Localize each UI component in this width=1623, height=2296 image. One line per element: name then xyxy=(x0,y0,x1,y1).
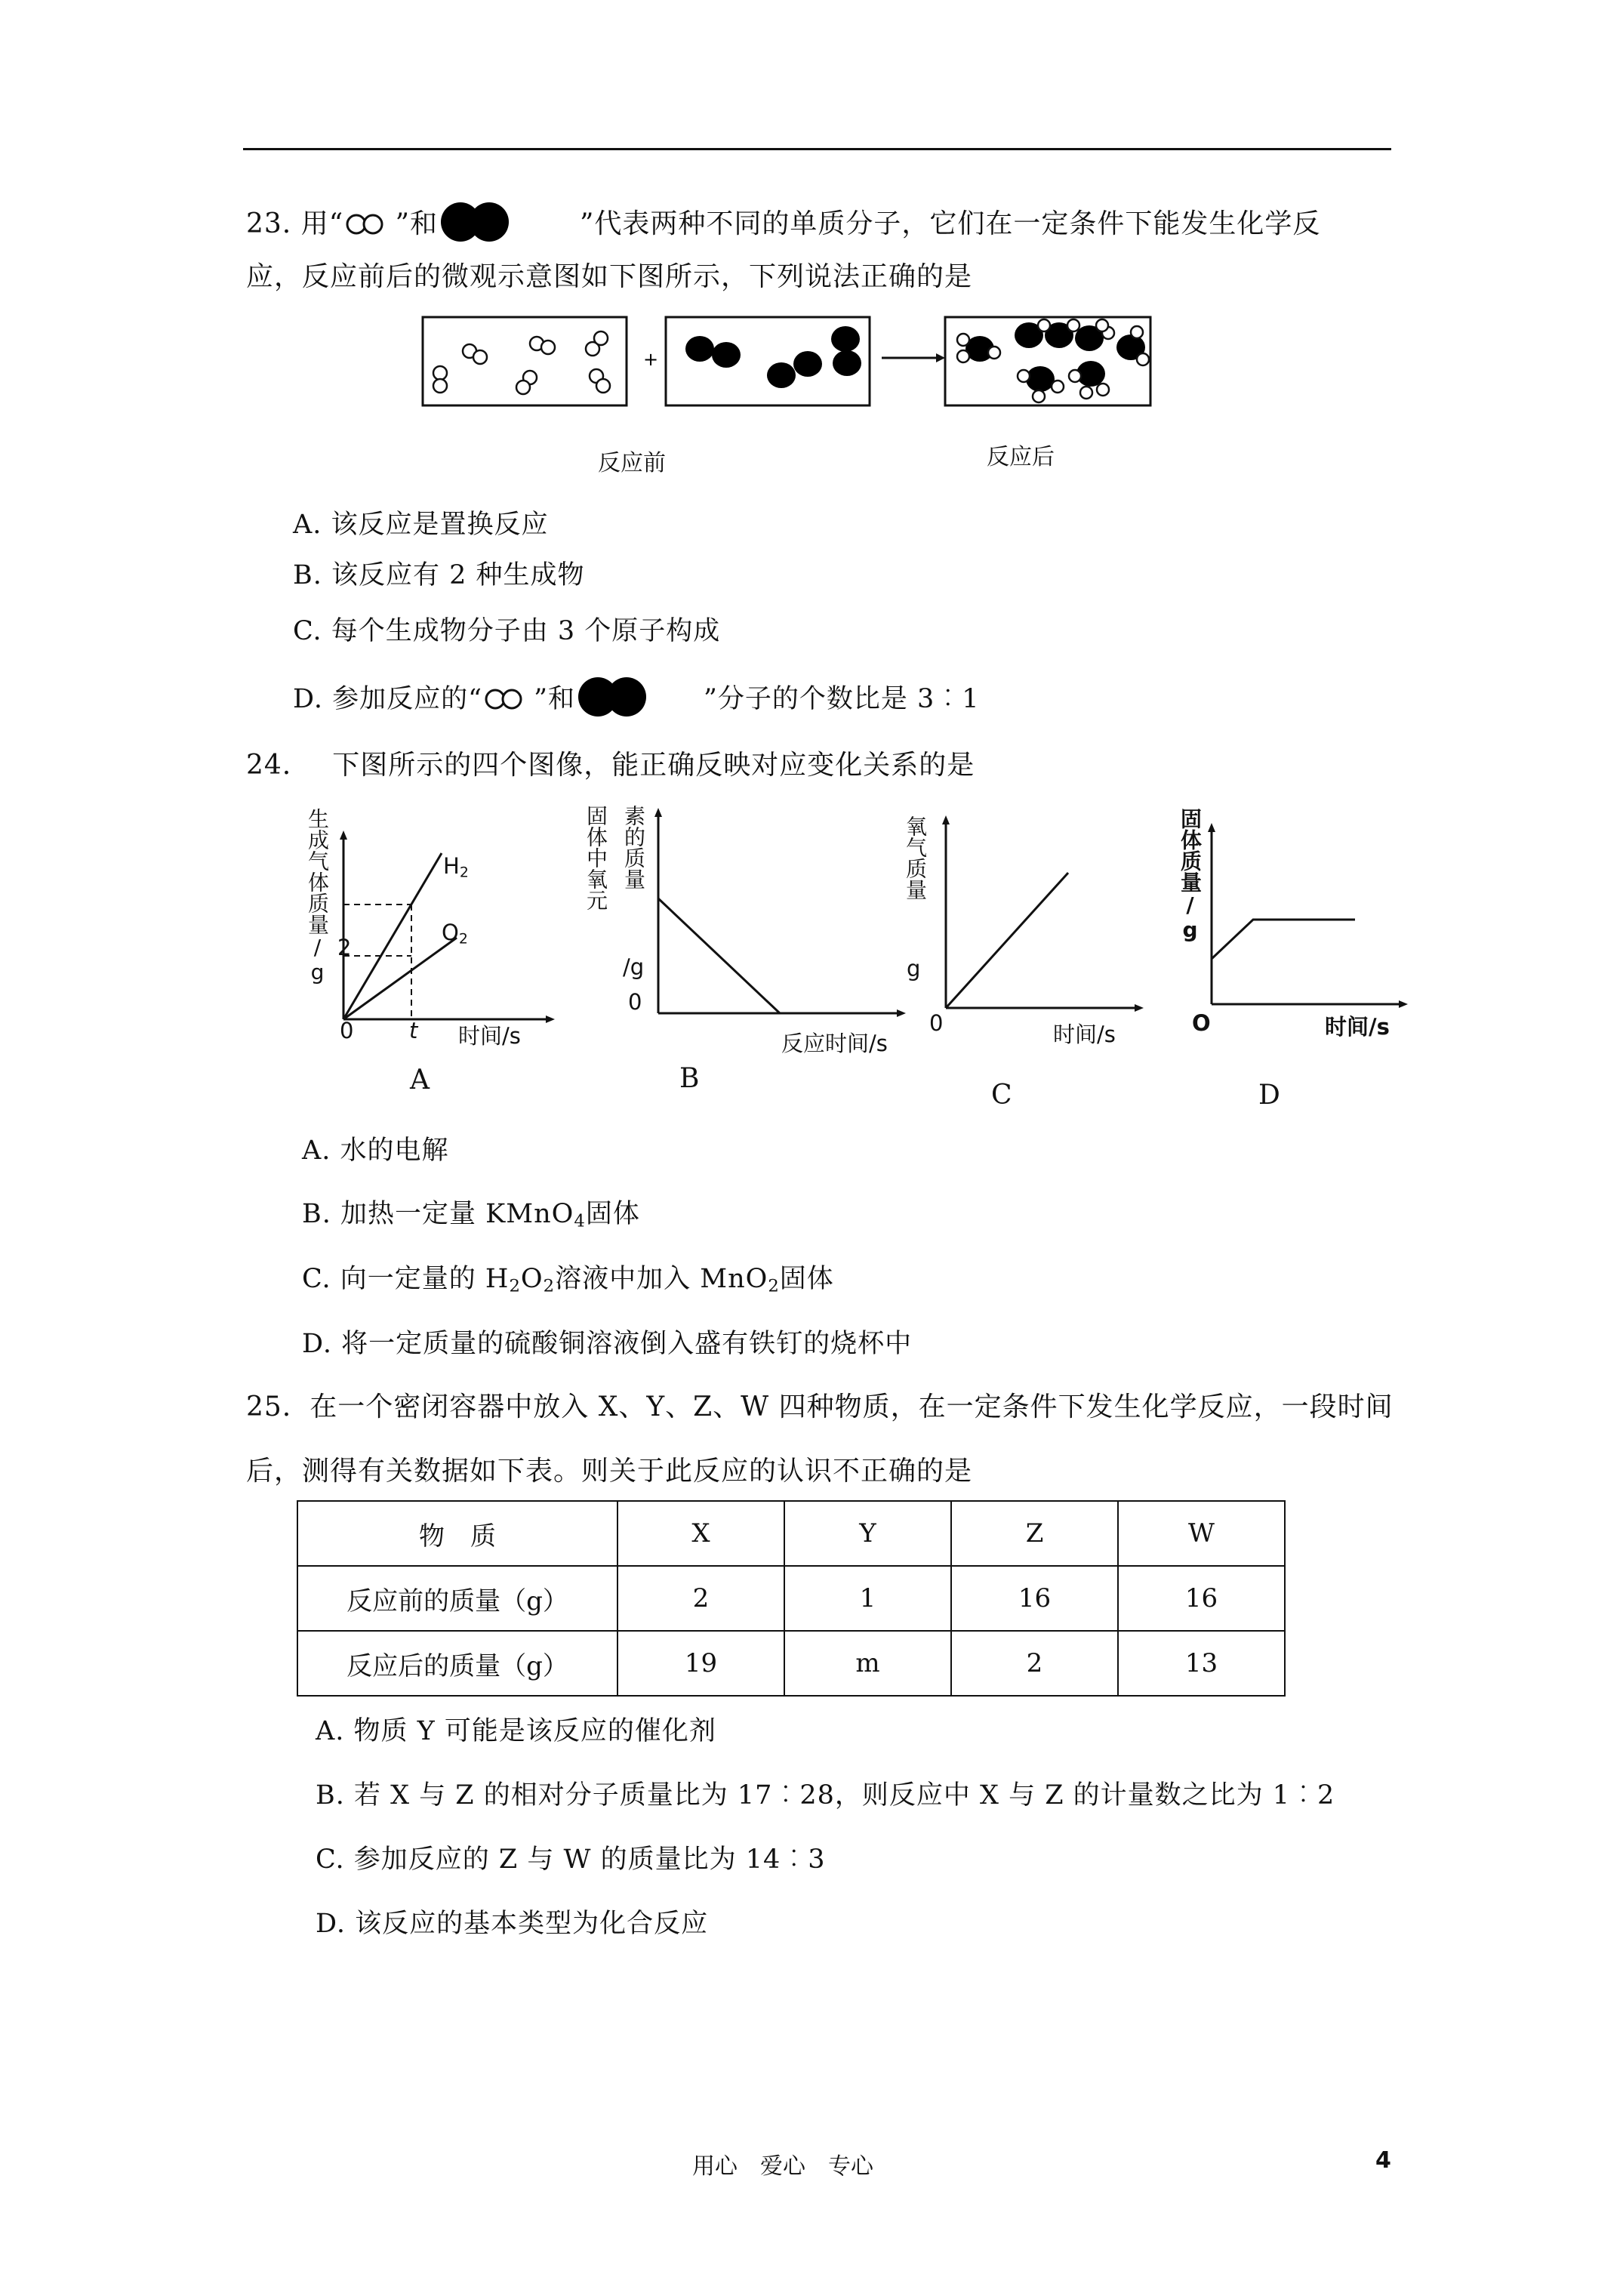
q25-line2: 后，测得有关数据如下表。则关于此反应的认识不正确的是 xyxy=(246,1456,973,1487)
table-cell: 13 xyxy=(1118,1631,1285,1696)
chart-b-unit: /g xyxy=(623,954,645,980)
chart-d xyxy=(1166,800,1415,1117)
q25-line1: 25. 在一个密闭容器中放入 X、Y、Z、W 四种物质，在一定条件下发生化学反应，一段时间 xyxy=(246,1391,1394,1422)
mass-table xyxy=(297,1500,1286,1697)
footer-motto: 用心 爱心 专心 xyxy=(692,2153,873,2180)
q24-option-c: C. 向一定量的 $H_2O_2$溶液中加入 MnO$_2$固体 xyxy=(302,1264,834,1296)
chart-a-origin: 0 xyxy=(340,1018,354,1043)
chart-a-h2-label: $H_2$ xyxy=(443,853,469,881)
header-rule xyxy=(243,148,1391,150)
caption-after: 反应后 xyxy=(987,444,1055,470)
o2-line xyxy=(343,938,457,1019)
table-cell: 反应前的质量（g） xyxy=(297,1566,617,1631)
q23-option-d: D. 参加反应的“ ”和 ”分子的个数比是 3︰1 xyxy=(293,676,980,718)
q24-option-a: A. 水的电解 xyxy=(302,1136,449,1166)
chart-d-ylabel: 固体质量/g xyxy=(1178,808,1203,942)
chart-a xyxy=(298,800,570,1102)
chart-b-origin: 0 xyxy=(628,989,642,1015)
chart-b-ylabel-col1: 固体中氧元 xyxy=(584,805,608,911)
h2-line xyxy=(343,853,442,1019)
chart-a-xlabel: 时间/s xyxy=(458,1023,521,1049)
q24-option-d: D. 将一定质量的硫酸铜溶液倒入盛有铁钉的烧杯中 xyxy=(302,1329,913,1359)
chart-d-xlabel: 时间/s xyxy=(1325,1014,1390,1040)
chart-a-o2-label: $O_2$ xyxy=(442,920,468,948)
table-cell: 物 质 xyxy=(297,1501,617,1566)
caption-before: 反应前 xyxy=(598,450,666,476)
white-molecule-icon xyxy=(343,213,386,236)
plus-sign: + xyxy=(643,349,659,370)
table-cell: 1 xyxy=(784,1566,951,1631)
table-cell: 2 xyxy=(951,1631,1118,1696)
oxygen-line xyxy=(946,873,1068,1008)
q23-line2: 应，反应前后的微观示意图如下图所示，下列说法正确的是 xyxy=(246,261,973,292)
chart-c-ylabel: 氧气质量 xyxy=(903,815,928,900)
chart-c-xlabel: 时间/s xyxy=(1053,1022,1116,1047)
chart-b xyxy=(574,800,913,1102)
q25-option-a: A. 物质 Y 可能是该反应的催化剂 xyxy=(316,1716,716,1746)
q25-option-b: B. 若 X 与 Z 的相对分子质量比为 17︰28，则反应中 X 与 Z 的计量数之比为 1︰2 xyxy=(316,1780,1335,1811)
black-molecule-icon xyxy=(575,676,651,718)
q23-option-b: B. 该反应有 2 种生成物 xyxy=(293,560,585,590)
table-header-row xyxy=(297,1501,1285,1566)
table-cell: 19 xyxy=(617,1631,784,1696)
q23-line1: 23. 用“ ”和 ”代表两种不同的单质分子，它们在一定条件下能发生化学反 xyxy=(246,201,1320,243)
oxygen-mass-line xyxy=(658,898,780,1013)
q24-option-b: B. 加热一定量 KMnO$_4$固体 xyxy=(302,1199,640,1231)
chart-a-tick-2: 2 xyxy=(337,935,352,960)
table-cell: Z xyxy=(951,1501,1118,1566)
table-cell: X xyxy=(617,1501,784,1566)
chart-a-letter: A xyxy=(410,1065,430,1096)
q23-number: 23. xyxy=(246,208,292,239)
table-row xyxy=(297,1631,1285,1696)
black-molecule-icon xyxy=(438,201,513,243)
q23-option-c: C. 每个生成物分子由 3 个原子构成 xyxy=(293,616,721,646)
solid-mass-line xyxy=(1212,920,1355,959)
page-number: 4 xyxy=(1375,2147,1391,2174)
chart-b-ylabel-col2: 素的质量 xyxy=(621,805,646,889)
table-cell: 16 xyxy=(1118,1566,1285,1631)
reaction-diagram xyxy=(408,310,1163,415)
table-cell: m xyxy=(784,1631,951,1696)
chart-a-t: t xyxy=(409,1018,418,1043)
q25-option-c: C. 参加反应的 Z 与 W 的质量比为 14︰3 xyxy=(316,1845,826,1875)
chart-c-unit: g xyxy=(907,956,921,982)
table-row xyxy=(297,1566,1285,1631)
table-cell: 反应后的质量（g） xyxy=(297,1631,617,1696)
chart-c-origin: 0 xyxy=(929,1010,944,1036)
table-cell: W xyxy=(1118,1501,1285,1566)
chart-d-origin: O xyxy=(1192,1010,1211,1036)
white-molecule-icon xyxy=(482,688,525,710)
table-cell: Y xyxy=(784,1501,951,1566)
chart-c xyxy=(895,800,1151,1117)
chart-b-xlabel: 反应时间/s xyxy=(781,1031,888,1056)
chart-a-ylabel: 生成气体质量/g xyxy=(305,808,330,985)
chart-d-letter: D xyxy=(1258,1080,1281,1111)
table-cell: 16 xyxy=(951,1566,1118,1631)
q24-stem: 24. 下图所示的四个图像，能正确反映对应变化关系的是 xyxy=(246,750,975,781)
table-cell: 2 xyxy=(617,1566,784,1631)
chart-b-letter: B xyxy=(679,1063,701,1094)
chart-c-letter: C xyxy=(991,1080,1013,1111)
q23-option-a: A. 该反应是置换反应 xyxy=(293,510,549,540)
q25-option-d: D. 该反应的基本类型为化合反应 xyxy=(316,1909,709,1939)
